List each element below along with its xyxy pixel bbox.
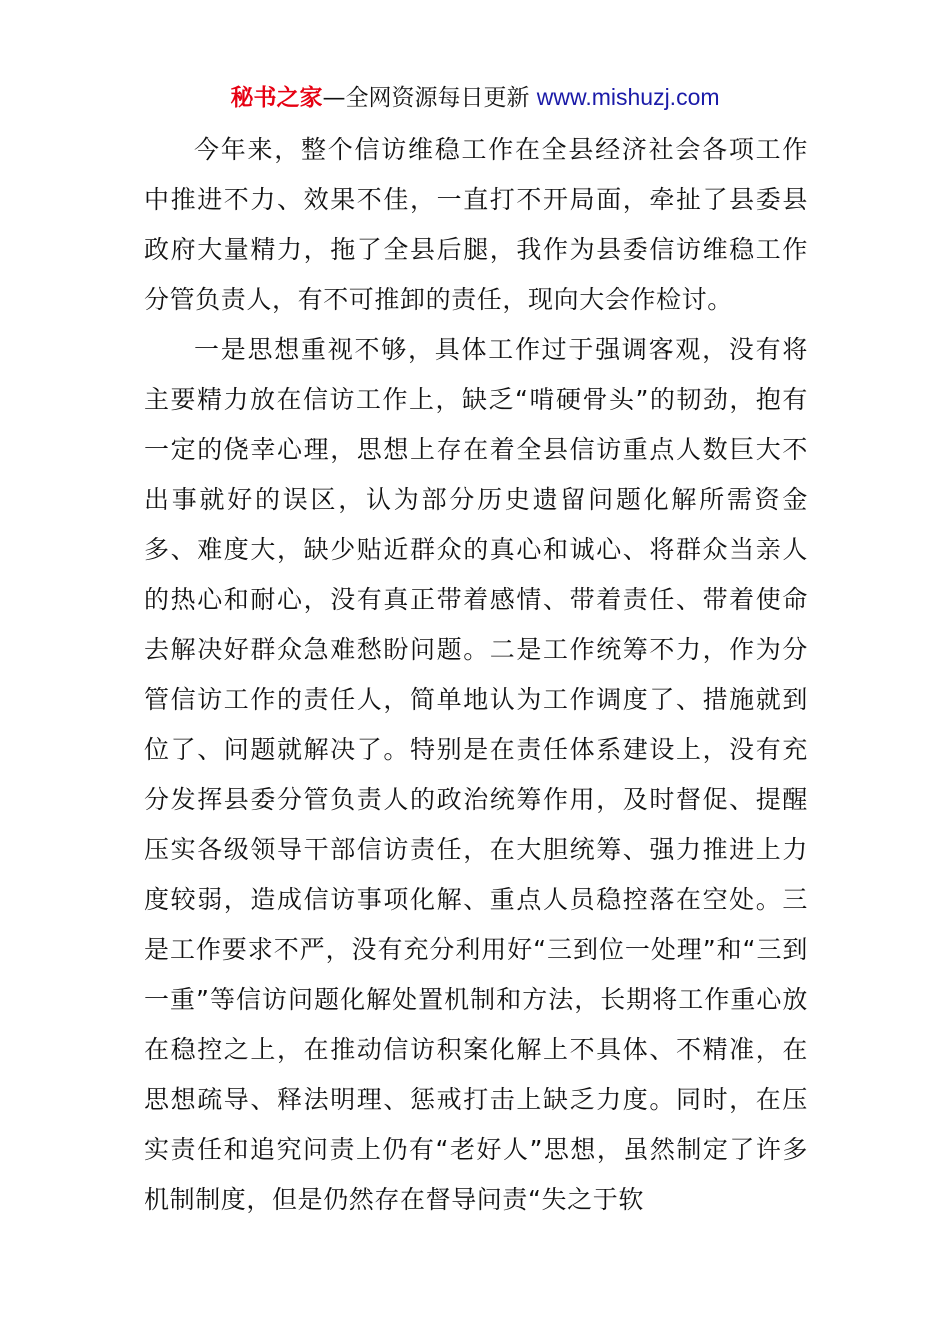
site-header	[0, 80, 950, 115]
document-body	[144, 125, 808, 1225]
site-brand: 秘书之家	[230, 85, 323, 111]
site-url-link[interactable]: www.mishuzj.com	[536, 84, 720, 110]
site-tagline: —全网资源每日更新	[322, 85, 537, 111]
paragraph-intro: 今年来，整个信访维稳工作在全县经济社会各项工作中推进不力、效果不佳，一直打不开局面，牵扯了县委县政府大量精力，拖了全县后腿，我作为县委信访维稳工作分管负责人，有不可推卸的责任，现向大会作检讨。	[144, 135, 808, 314]
paragraph-issues: 一是思想重视不够，具体工作过于强调客观，没有将主要精力放在信访工作上，缺乏“啃硬骨头”的韧劲，抱有一定的侥幸心理，思想上存在着全县信访重点人数巨大不出事就好的误区，认为部分历史遗留问题化解所需资金多、难度大，缺少贴近群众的真心和诚心、将群众当亲人的热心和耐心，没有真正带着感情、带着责任、带着使命去解决好群众急难愁盼问题。二是工作统筹不力，作为分管信访工作的责任人，简单地认为工作调度了、措施就到位了、问题就解决了。特别是在责任体系建设上，没有充分发挥县委分管负责人的政治统筹作用，及时督促、提醒压实各级领导干部信访责任，在大胆统筹、强力推进上力度较弱，造成信访事项化解、重点人员稳控落在空处。三是工作要求不严，没有充分利用好“三到位一处理”和“三到一重”等信访问题化解处置机制和方法，长期将工作重心放在稳控之上，在推动信访积案化解上不具体、不精准，在思想疏导、释法明理、惩戒打击上缺乏力度。同时，在压实责任和追究问责上仍有“老好人”思想，虽然制定了许多机制制度，但是仍然存在督导问责“失之于软	[144, 335, 808, 1214]
